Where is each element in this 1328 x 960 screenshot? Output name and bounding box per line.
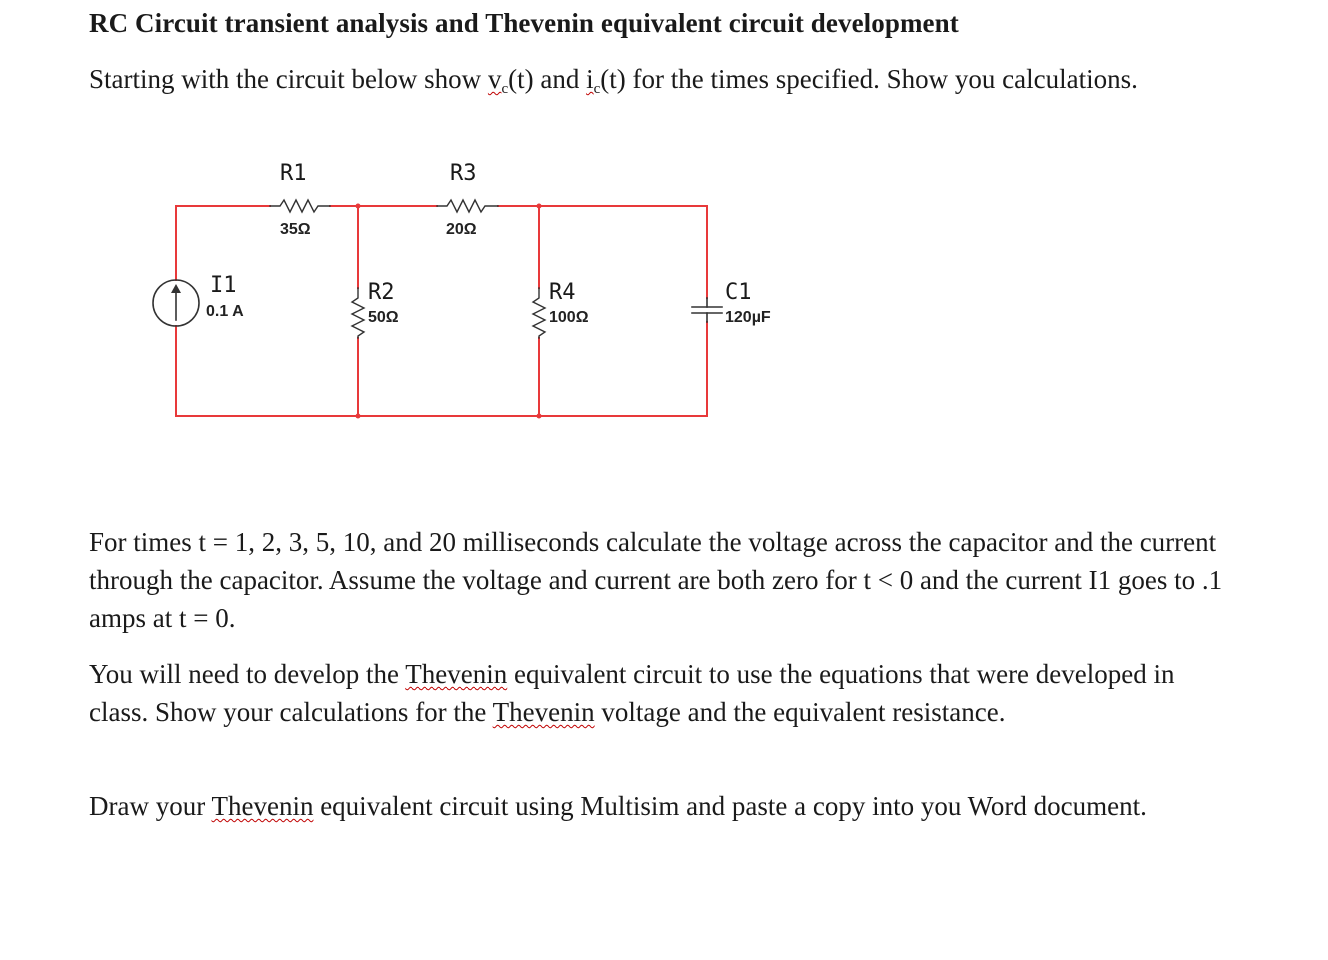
p3-part-c: equivalent circuit using Multisim and paste a copy into you Word document. xyxy=(313,791,1147,821)
p2-thevenin-word: Thevenin xyxy=(405,659,508,689)
wire-bottom xyxy=(176,326,707,416)
r3-label: R3 xyxy=(450,161,477,186)
r4-symbol xyxy=(533,288,545,338)
c1-label: C1 xyxy=(725,280,752,305)
intro-v-after: (t) and xyxy=(508,64,587,94)
circuit-diagram xyxy=(130,150,810,430)
p2-part-a: You will need to develop the xyxy=(89,659,406,689)
paragraph-thevenin xyxy=(89,655,1189,731)
r1-label: R1 xyxy=(280,161,307,186)
page-title xyxy=(89,8,959,39)
r3-value: 20Ω xyxy=(446,221,477,238)
c1-symbol xyxy=(692,298,722,322)
r4-value: 100Ω xyxy=(549,309,589,326)
p3-thevenin-word: Thevenin xyxy=(211,791,314,821)
r2-symbol xyxy=(352,288,364,338)
ic-symbol: $i_c$ xyxy=(586,64,601,97)
paragraph-times xyxy=(89,523,1269,637)
paragraph-times-text: For times t = 1, 2, 3, 5, 10, and 20 milliseconds calculate the voltage across the capacitor and the current through the capacitor. Assume the voltage and current are both zero for t < 0 and the current I1 goes to .1 amps at t = 0. xyxy=(89,527,1223,633)
r2-value: 50Ω xyxy=(368,309,399,326)
intro-after: (t) for the times specified. Show you calculations. xyxy=(600,64,1138,94)
intro-before: Starting with the circuit below show xyxy=(89,64,488,94)
r1-value: 35Ω xyxy=(280,221,311,238)
i1-symbol xyxy=(153,280,199,326)
i1-value: 0.1 A xyxy=(206,303,244,320)
intro-line xyxy=(89,64,1138,98)
r2-label: R2 xyxy=(368,280,395,305)
wire-left-top xyxy=(176,206,270,280)
r1-symbol xyxy=(270,200,330,212)
r4-label: R4 xyxy=(549,280,576,305)
r3-symbol xyxy=(437,200,498,212)
vc-symbol: $v_c$ xyxy=(487,64,509,97)
paragraph-multisim xyxy=(89,787,1189,825)
p2-part-c: equivalent circuit to use the equations that were developed in class. Show your calculations for the xyxy=(89,659,1175,727)
circuit-wires xyxy=(176,206,707,416)
c1-value: 120µF xyxy=(725,309,771,326)
p3-part-a: Draw your xyxy=(89,791,212,821)
i1-label: I1 xyxy=(210,273,237,298)
p2-thevenin-word-2: Thevenin xyxy=(492,697,595,727)
title-text: RC Circuit transient analysis and Thevenin equivalent circuit development xyxy=(89,8,959,38)
p2-part-e: voltage and the equivalent resistance. xyxy=(594,697,1006,727)
